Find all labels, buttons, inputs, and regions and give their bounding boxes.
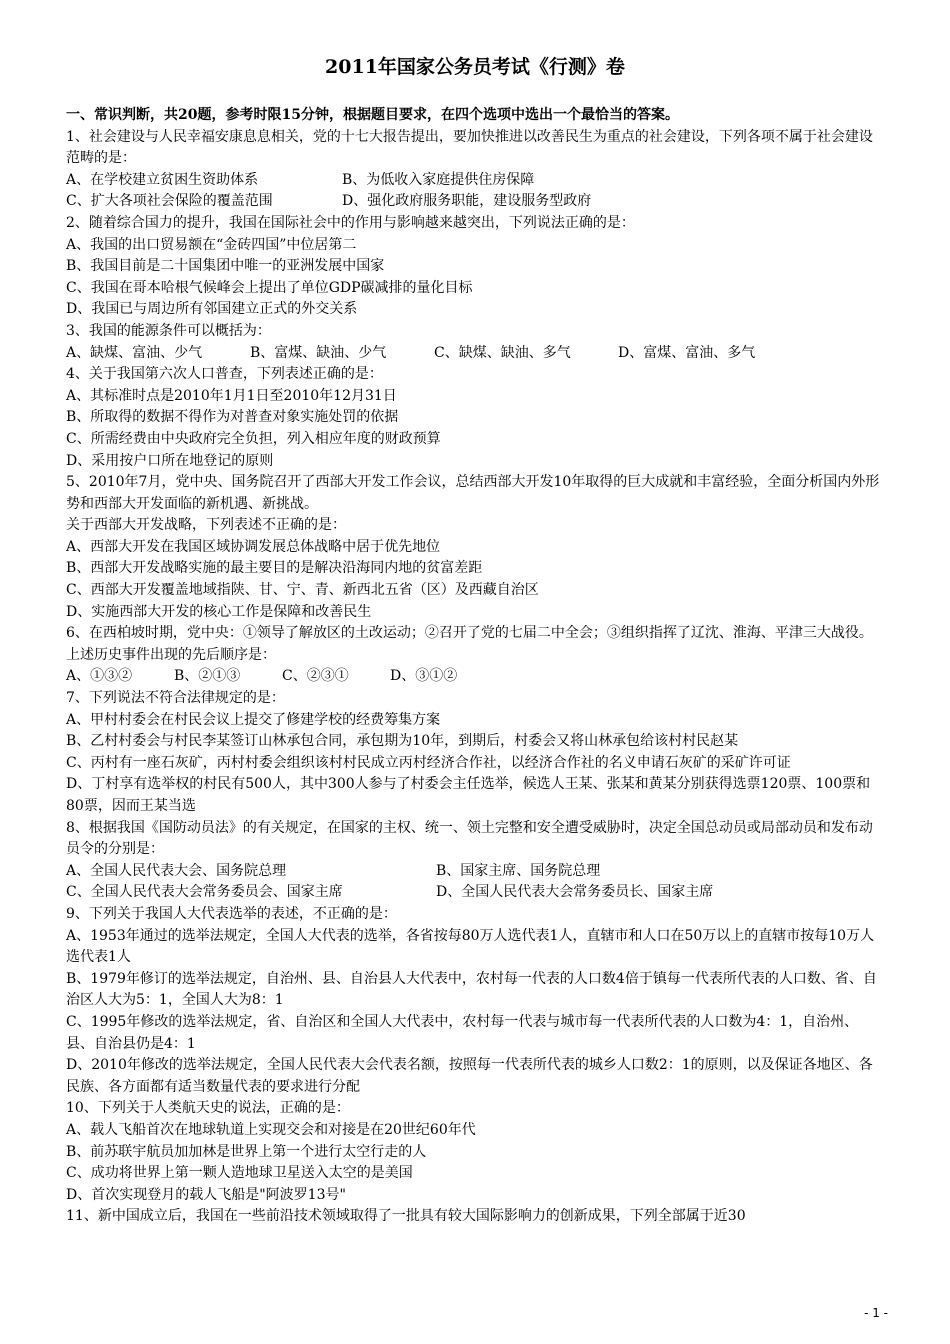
option-d: D、富煤、富油、多气 [618,344,756,361]
question-1-options-cd [66,191,886,213]
option-a: A、载人飞船首次在地球轨道上实现交会和对接是在20世纪60年代 [66,1121,476,1138]
question-1-options-ab [66,170,886,192]
question-10-stem: 10、下列关于人类航天史的说法，正确的是： [66,1100,350,1117]
option-c: C、所需经费由中央政府完全负担，列入相应年度的财政预算 [66,430,441,447]
question-9-stem: 9、下列关于我国人大代表选举的表述，不正确的是： [66,905,397,922]
option-a: A、缺煤、富油、少气 [66,344,203,361]
option-a: A、①③② [66,668,133,685]
option-b: B、乙村村委会与村民李某签订山林承包合同，承包期为10年，到期后，村委会又将山林承包给该村村民赵某 [66,733,739,750]
option-a: A、全国人民代表大会、国务院总理 [66,862,287,879]
option-a: A、西部大开发在我国区域协调发展总体战略中居于优先地位 [66,538,441,555]
option-c: C、成功将世界上第一颗人造地球卫星送入太空的是美国 [66,1165,413,1182]
option-c: C、西部大开发覆盖地域指陕、甘、宁、青、新西北五省（区）及西藏自治区 [66,582,539,599]
option-a: A、1953年通过的选举法规定，全国人大代表的选举，各省按每80万人选代表1人，直辖市和人口在50万以上的直辖市按每10万人选代表1人 [66,927,875,966]
question-2-stem: 2、随着综合国力的提升，我国在国际社会中的作用与影响越来越突出，下列说法正确的是： [66,214,635,231]
option-d: D、首次实现登月的载人飞船是"阿波罗13号" [66,1186,346,1203]
option-d: D、强化政府服务职能，建设服务型政府 [342,193,592,210]
option-a: A、其标准时点是2010年1月1日至2010年12月31日 [66,387,397,404]
option-d: D、实施西部大开发的核心工作是保障和改善民生 [66,603,372,620]
option-c: C、②③① [282,668,349,685]
question-3-stem: 3、我国的能源条件可以概括为： [66,322,271,339]
question-6-options [66,666,886,688]
option-d: D、全国人民代表大会常务委员长、国家主席 [436,884,714,901]
option-a: A、甲村村委会在村民会议上提交了修建学校的经费筹集方案 [66,711,441,728]
option-b: B、②①③ [174,668,241,685]
question-6-stem: 6、在西柏坡时期，党中央：①领导了解放区的土改运动；②召开了党的七届二中全会；③组织指挥了辽沈、淮海、平津三大战役。 [66,625,873,642]
question-8-options-cd [66,882,886,904]
option-d: D、采用按户口所在地登记的原则 [66,452,274,469]
option-b: B、1979年修订的选举法规定，自治州、县、自治县人大代表中，农村每一代表的人口数4倍于镇每一代表所代表的人口数、省、自治区人大为5：1，全国人大为8：1 [66,970,877,1009]
option-b: B、为低收入家庭提供住房保障 [342,171,535,188]
option-c: C、缺煤、缺油、多气 [434,344,571,361]
document-body [66,105,886,1228]
option-d: D、丁村享有选举权的村民有500人，其中300人参与了村委会主任选举，候选人王某、张某和黄某分别获得选票120票、100票和80票，因而王某当选 [66,776,871,814]
question-7-stem: 7、下列说法不符合法律规定的是： [66,690,285,707]
option-b: B、所取得的数据不得作为对普查对象实施处罚的依据 [66,409,399,426]
option-a: A、我国的出口贸易额在“金砖四国”中位居第二 [66,236,357,253]
question-4-stem: 4、关于我国第六次人口普查，下列表述正确的是： [66,366,383,383]
option-d: D、2010年修改的选举法规定，全国人民代表大会代表名额，按照每一代表所代表的城乡人口数2：1的原则，以及保证各地区、各民族、各方面都有适当数量代表的要求进行分配 [66,1057,873,1095]
option-c: C、全国人民代表大会常务委员会、国家主席 [66,884,343,901]
question-1-stem: 1、社会建设与人民幸福安康息息相关，党的十七大报告提出，要加快推进以改善民生为重点的社会建设，下列各项不属于社会建设范畴的是： [66,128,873,167]
question-11-stem: 11、新中国成立后，我国在一些前沿技术领域取得了一批具有较大国际影响力的创新成果，下列全部属于近30 [66,1208,746,1225]
question-3-options [66,343,886,365]
option-a: A、在学校建立贫困生资助体系 [66,171,259,188]
option-b: B、富煤、缺油、少气 [250,344,387,361]
page-number: - 1 - [864,1306,888,1320]
option-c: C、丙村有一座石灰矿，丙村村委会组织该村村民成立丙村经济合作社，以经济合作社的名义申请石灰矿的采矿许可证 [66,754,791,771]
option-d: D、我国已与周边所有邻国建立正式的外交关系 [66,301,358,318]
question-5-prompt: 关于西部大开发战略，下列表述不正确的是： [66,517,346,534]
question-8-options-ab [66,861,886,883]
option-b: B、西部大开发战略实施的最主要目的是解决沿海同内地的贫富差距 [66,560,483,577]
option-b: B、我国目前是二十国集团中唯一的亚洲发展中国家 [66,258,385,275]
option-d: D、③①② [390,668,458,685]
option-b: B、国家主席、国务院总理 [436,862,601,879]
option-c: C、1995年修改的选举法规定，省、自治区和全国人大代表中，农村每一代表与城市每一代表所代表的人口数为4：1，自治州、县、自治县仍是4：1 [66,1013,859,1052]
option-c: C、我国在哥本哈根气候峰会上提出了单位GDP碳减排的量化目标 [66,279,473,296]
question-5-stem: 5、2010年7月，党中央、国务院召开了西部大开发工作会议，总结西部大开发10年取得的巨大成就和丰富经验，全面分析国内外形势和西部大开发面临的新机遇、新挑战。 [66,474,880,512]
question-8-stem: 8、根据我国《国防动员法》的有关规定，在国家的主权、统一、领土完整和安全遭受威胁时，决定全国总动员或局部动员和发布动员令的分别是： [66,819,873,858]
option-c: C、扩大各项社会保险的覆盖范围 [66,193,273,210]
question-6-prompt: 上述历史事件出现的先后顺序是： [66,646,276,663]
section-heading: 一、常识判断，共20题，参考时限15分钟，根据题目要求，在四个选项中选出一个最恰当的答案。 [66,107,679,123]
document-title: 2011年国家公务员考试《行测》卷 [325,56,625,78]
option-b: B、前苏联宇航员加加林是世界上第一个进行太空行走的人 [66,1143,427,1160]
